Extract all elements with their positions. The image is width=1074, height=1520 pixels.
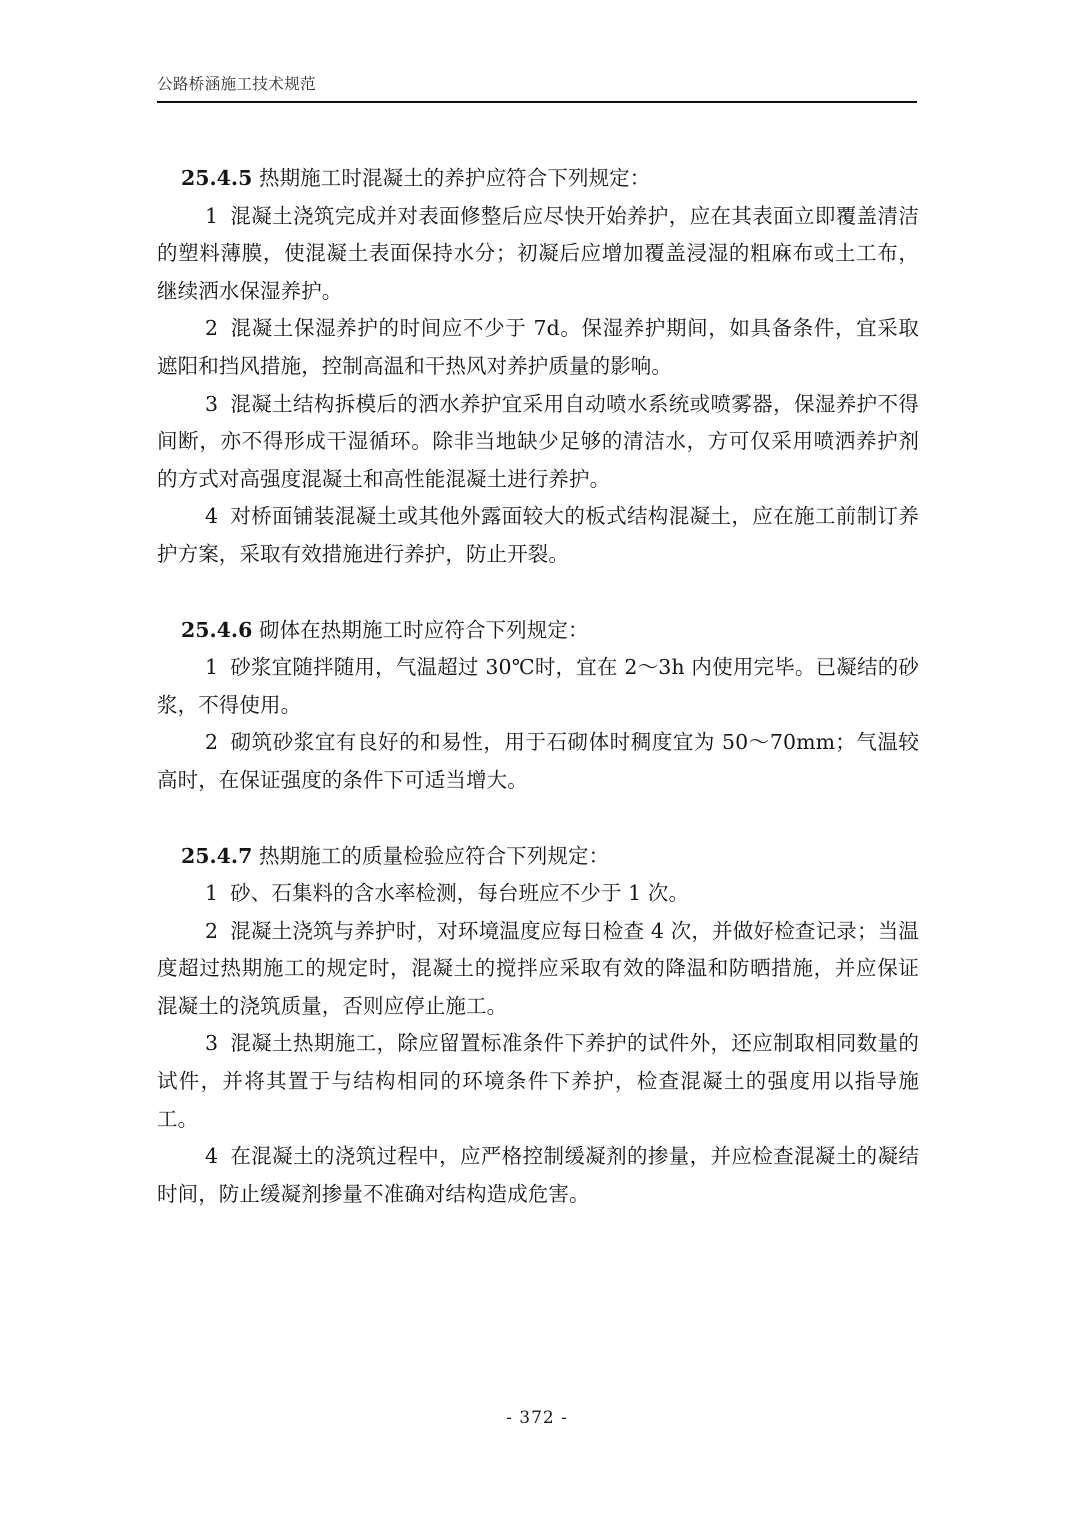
clause-spacer xyxy=(157,574,919,612)
clause-item xyxy=(157,724,919,799)
item-text: 混凝土保湿养护的时间应不少于 7d。保湿养护期间，如具备条件，宜采取遮阳和挡风措施，控制高温和干热风对养护质量的影响。 xyxy=(157,316,919,378)
item-number: 1 xyxy=(205,203,219,228)
clause-item xyxy=(157,1138,919,1213)
clause-item xyxy=(157,386,919,499)
clause-number: 25.4.6 xyxy=(181,617,253,642)
item-text: 对桥面铺装混凝土或其他外露面较大的板式结构混凝土，应在施工前制订养护方案，采取有效措施进行养护，防止开裂。 xyxy=(157,504,919,566)
clause-title: 砌体在热期施工时应符合下列规定： xyxy=(258,617,589,642)
clause-item xyxy=(157,310,919,385)
clause-number: 25.4.5 xyxy=(181,166,253,190)
item-text: 混凝土浇筑与养护时，对环境温度应每日检查 4 次，并做好检查记录；当温度超过热期施工的规定时，混凝土的搅拌应采取有效的降温和防晒措施，并应保证混凝土的浇筑质量，否则应停止施工。 xyxy=(157,918,919,1018)
item-text: 混凝土结构拆模后的洒水养护宜采用自动喷水系统或喷雾器，保湿养护不得间断，亦不得形成干湿循环。除非当地缺少足够的清洁水，方可仅采用喷洒养护剂的方式对高强度混凝土和高性能混凝土进行养护。 xyxy=(157,391,919,491)
header-title: 公路桥涵施工技术规范 xyxy=(157,75,317,93)
page-footer xyxy=(0,1408,1074,1428)
clause-item xyxy=(157,913,919,1026)
item-text: 砂浆宜随拌随用，气温超过 30℃时，宜在 2～3h 内使用完毕。已凝结的砂浆，不得使用。 xyxy=(157,655,919,717)
item-number: 2 xyxy=(205,730,219,755)
header-rule-divider xyxy=(157,101,917,103)
running-header xyxy=(157,74,917,94)
clause-number: 25.4.7 xyxy=(181,843,253,868)
clause-heading xyxy=(157,612,919,650)
item-text: 混凝土热期施工，除应留置标准条件下养护的试件外，还应制取相同数量的试件，并将其置于与结构相同的环境条件下养护，检查混凝土的强度用以指导施工。 xyxy=(157,1031,919,1131)
clause-heading xyxy=(157,838,919,876)
item-number: 2 xyxy=(205,918,219,943)
clause-title: 热期施工时混凝土的养护应符合下列规定： xyxy=(258,166,651,190)
item-number: 2 xyxy=(205,316,219,341)
item-text: 混凝土浇筑完成并对表面修整后应尽快开始养护，应在其表面立即覆盖清洁的塑料薄膜，使混凝土表面保持水分；初凝后应增加覆盖浸湿的粗麻布或土工布，继续洒水保湿养护。 xyxy=(157,203,919,303)
clause-item xyxy=(157,498,919,573)
item-text: 在混凝土的浇筑过程中，应严格控制缓凝剂的掺量，并应检查混凝土的凝结时间，防止缓凝剂掺量不准确对结构造成危害。 xyxy=(157,1144,919,1206)
clause-spacer xyxy=(157,800,919,838)
item-number: 3 xyxy=(205,391,219,416)
item-number: 4 xyxy=(205,504,219,529)
clause-heading xyxy=(157,160,919,198)
clause-title: 热期施工的质量检验应符合下列规定： xyxy=(258,843,610,868)
page-number: - 372 - xyxy=(506,1408,568,1428)
clause-item xyxy=(157,875,919,913)
item-number: 4 xyxy=(205,1144,219,1169)
clause-item xyxy=(157,198,919,311)
item-number: 3 xyxy=(205,1031,219,1056)
clause-item xyxy=(157,1025,919,1138)
item-number: 1 xyxy=(205,655,219,680)
document-body xyxy=(157,160,919,1213)
item-text: 砂、石集料的含水率检测，每台班应不少于 1 次。 xyxy=(230,881,690,906)
item-text: 砌筑砂浆宜有良好的和易性，用于石砌体时稠度宜为 50～70mm；气温较高时，在保证强度的条件下可适当增大。 xyxy=(157,730,919,792)
clause-item xyxy=(157,649,919,724)
item-number: 1 xyxy=(205,881,219,906)
